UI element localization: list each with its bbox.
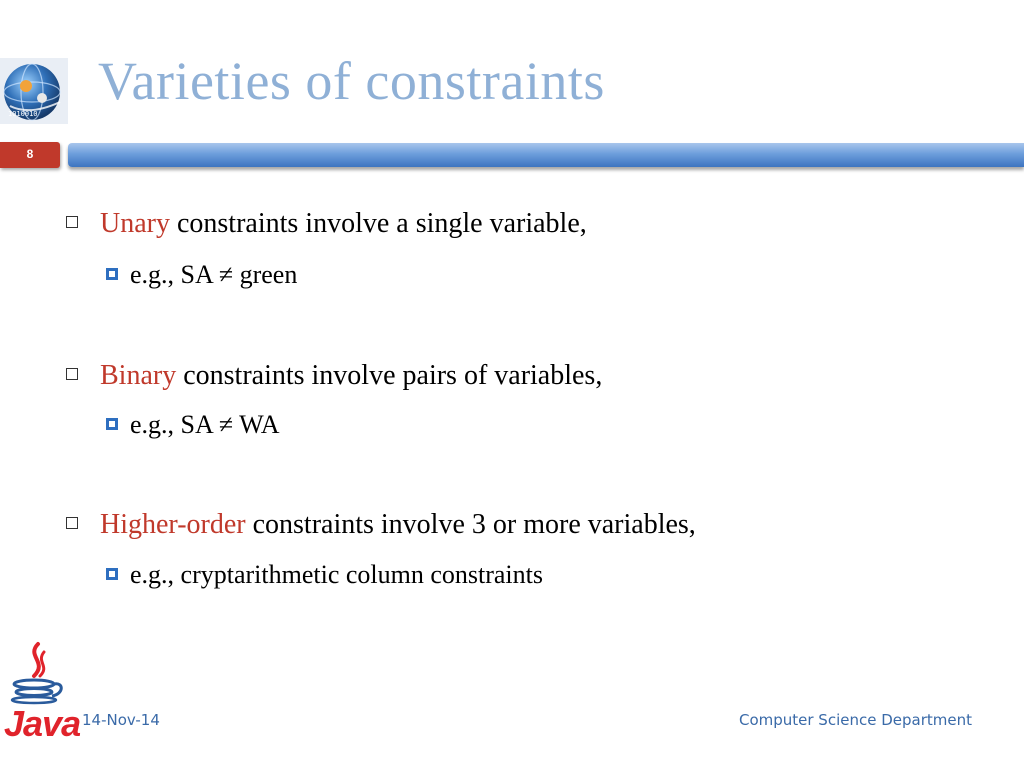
- sub-bullet-text: e.g., SA ≠ green: [130, 260, 298, 289]
- hollow-square-bullet-icon: [66, 216, 78, 228]
- slide-number: 8: [26, 147, 34, 161]
- sub-bullet-item: [106, 260, 297, 290]
- bullet-term: Binary: [100, 360, 177, 391]
- filled-square-bullet-icon: [106, 568, 118, 580]
- footer-date: 14-Nov-14: [82, 711, 160, 729]
- slide-title: Varieties of constraints: [98, 51, 605, 111]
- bullet-term: Unary: [100, 208, 170, 239]
- sub-bullet-item: [106, 560, 543, 590]
- bullet-text: constraints involve 3 or more variables,: [245, 509, 696, 540]
- sub-bullet-text: e.g., cryptarithmetic column constraints: [130, 560, 543, 589]
- bullet-item: [66, 360, 602, 392]
- filled-square-bullet-icon: [106, 268, 118, 280]
- hollow-square-bullet-icon: [66, 517, 78, 529]
- hollow-square-bullet-icon: [66, 368, 78, 380]
- sub-bullet-item: [106, 410, 280, 440]
- sub-bullet-text: e.g., SA ≠ WA: [130, 410, 280, 439]
- java-logo-text: Java: [4, 703, 81, 744]
- bullet-term: Higher-order: [100, 509, 246, 540]
- footer-department: Computer Science Department: [738, 711, 972, 729]
- bullet-text: constraints involve pairs of variables,: [176, 360, 603, 391]
- bullet-item: [66, 509, 696, 541]
- filled-square-bullet-icon: [106, 418, 118, 430]
- svg-text:1010010: 1010010: [8, 110, 38, 118]
- bullet-item: [66, 208, 587, 240]
- bullet-text: constraints involve a single variable,: [169, 208, 587, 239]
